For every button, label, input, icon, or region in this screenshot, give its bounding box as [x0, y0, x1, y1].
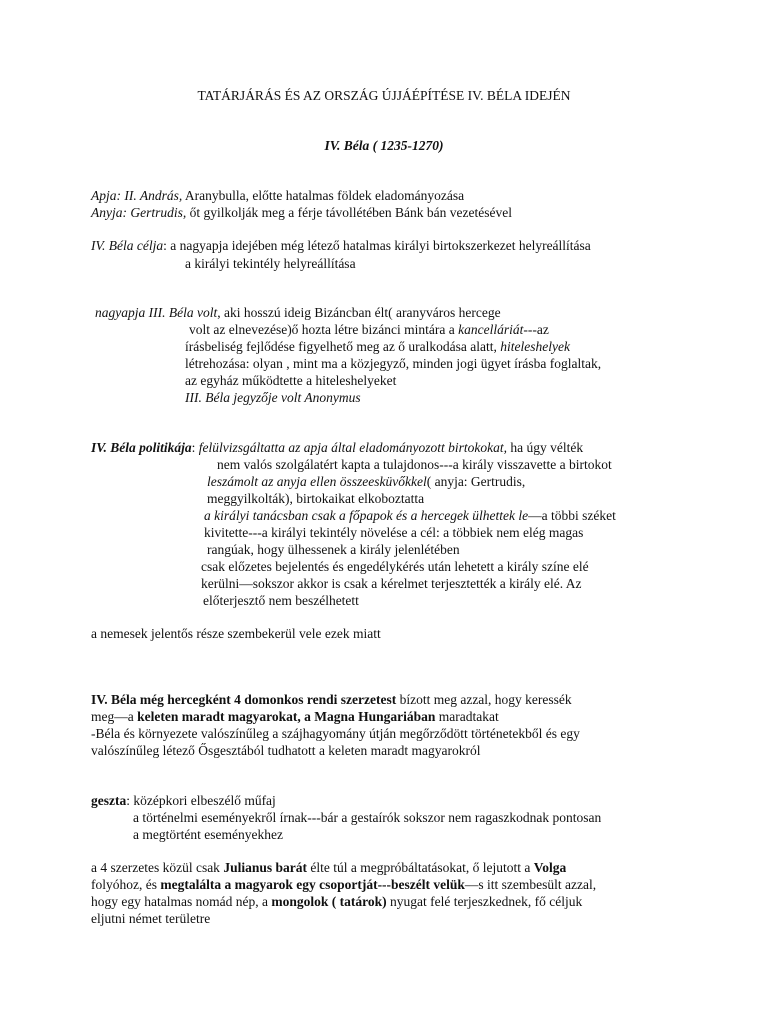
- geszta-line-2: a történelmi eseményekről írnak---bár a gestaírók sokszor nem ragaszkodnak pontosan: [133, 810, 602, 825]
- politics-line-1: [91, 440, 583, 456]
- dominicans-text-2-bold: keleten maradt magyarokat, a Magna Hungariában: [137, 709, 436, 724]
- julianus-text-3-rest: nyugat felé terjeszkednek, fő céljuk: [386, 894, 583, 909]
- julianus-text-1a: a 4 szerzetes közül csak: [91, 860, 224, 875]
- julianus-text-1b: élte túl a megpróbáltatásokat, ő lejutott a: [306, 860, 534, 875]
- document-title: TATÁRJÁRÁS ÉS AZ ORSZÁG ÚJJÁÉPÍTÉSE IV. BÉLA IDEJÉN: [197, 88, 571, 103]
- politics-label: IV. Béla politikája: [91, 440, 192, 455]
- julianus-text-3a: hogy egy hatalmas nomád nép, a: [91, 894, 272, 909]
- geszta-text-1: : középkori elbeszélő műfaj: [126, 793, 276, 808]
- politics-line-8: csak előzetes bejelentés és engedélykérés után lehetett a király színe elé: [201, 559, 589, 574]
- grandfather-text-2b: ---az: [523, 322, 549, 337]
- politics-line-4: meggyilkolták), birtokaikat elkoboztatta: [207, 491, 425, 506]
- mother-text: őt gyilkolják meg a férje távollétében Bánk bán vezetésével: [186, 205, 512, 220]
- julianus-line-3: [91, 894, 582, 910]
- julianus-line-1: [91, 860, 566, 876]
- politics-line-10: előterjesztő nem beszélhetett: [203, 593, 359, 608]
- politics-text-1-italic: felülvizsgáltatta az apja által eladományozott birtokokat,: [198, 440, 508, 455]
- dominicans-text-2-rest: maradtakat: [435, 709, 499, 724]
- grandfather-text-2a: volt az elnevezése)ő hozta létre bizánci mintára a: [189, 322, 459, 337]
- father-label: Apja: II. András,: [91, 188, 183, 203]
- father-text: Aranybulla, előtte hatalmas földek eladományozása: [182, 188, 465, 203]
- julianus-line-2: [91, 877, 596, 893]
- politics-text-5-rest: —a többi széket: [528, 508, 616, 523]
- julianus-line-4: eljutni német területre: [91, 911, 211, 926]
- grandfather-text-3a: írásbeliség fejlődése figyelhető meg az ő uralkodása alatt,: [185, 339, 501, 354]
- julianus-name: Julianus barát: [223, 860, 307, 875]
- grandfather-line-6: III. Béla jegyzője volt Anonymus: [185, 390, 361, 405]
- dominicans-line-4: valószínűleg létező Ősgesztából tudhatott a keleten maradt magyarokról: [91, 743, 481, 758]
- julianus-text-2a: folyóhoz, és: [91, 877, 161, 892]
- mongols-term: mongolok ( tatárok): [271, 894, 387, 909]
- dominicans-line-3: -Béla és környezete valószínűleg a szájhagyomány útján megőrződött történetekből és egy: [91, 726, 580, 741]
- politics-line-7: rangúak, hogy ülhessenek a király jelenlétében: [207, 542, 460, 557]
- politics-colon: :: [191, 440, 199, 455]
- politics-line-3: [207, 474, 525, 490]
- grandfather-text-1: , aki hosszú ideig Bizáncban élt( aranyváros hercege: [217, 305, 501, 320]
- grandfather-name: nagyapja III. Béla volt: [95, 305, 218, 320]
- politics-line-2: nem valós szolgálatért kapta a tulajdonos---a király visszavette a birtokot: [217, 457, 612, 472]
- grandfather-line-5: az egyház működtette a hiteleshelyeket: [185, 373, 397, 388]
- grandfather-line-3: [185, 339, 570, 355]
- politics-line-6: kivitette---a királyi tekintély növelése a cél: a többiek nem elég magas: [204, 525, 584, 540]
- politics-line-9: kerülni—sokszor akkor is csak a kérelmet terjesztették a király elé. Az: [201, 576, 582, 591]
- dominicans-line-1: [91, 692, 572, 708]
- politics-text-1-rest: ha úgy vélték: [507, 440, 584, 455]
- father-line: [91, 188, 464, 204]
- grandfather-line-1: [95, 305, 501, 321]
- goal-line-1: [91, 238, 591, 254]
- goal-text-1: : a nagyapja idejében még létező hatalmas királyi birtokszerkezet helyreállítása: [163, 238, 591, 253]
- nobles-line: a nemesek jelentős része szembekerül vele ezek miatt: [91, 626, 381, 641]
- volga-name: Volga: [533, 860, 567, 875]
- grandfather-line-4: létrehozása: olyan , mint ma a közjegyző, minden jogi ügyet írásba foglaltak,: [185, 356, 602, 371]
- grandfather-line-2: [189, 322, 549, 338]
- geszta-line-1: [91, 793, 276, 809]
- politics-text-3-italic: leszámolt az anyja ellen összeesküvőkkel: [207, 474, 427, 489]
- goal-label: IV. Béla célja: [91, 238, 164, 253]
- geszta-label: geszta: [91, 793, 127, 808]
- julianus-text-2-rest: —s itt szembesült azzal,: [464, 877, 597, 892]
- politics-text-5-italic: a királyi tanácsban csak a főpapok és a hercegek ülhettek le: [204, 508, 529, 523]
- goal-line-2: a királyi tekintély helyreállítása: [185, 256, 356, 271]
- kancellaria-term: kancelláriát: [458, 322, 524, 337]
- geszta-line-3: a megtörtént eseményekhez: [133, 827, 283, 842]
- document-subtitle: IV. Béla ( 1235-1270): [324, 138, 444, 153]
- dominicans-text-1-bold: IV. Béla még hercegként 4 domonkos rendi szerzetest: [91, 692, 397, 707]
- politics-text-3-rest: ( anyja: Gertrudis,: [426, 474, 526, 489]
- dominicans-text-2a: meg—a: [91, 709, 138, 724]
- mother-line: [91, 205, 512, 221]
- julianus-text-2-bold: megtalálta a magyarok egy csoportját---beszélt velük: [160, 877, 465, 892]
- politics-line-5: [204, 508, 616, 524]
- mother-label: Anyja: Gertrudis,: [91, 205, 187, 220]
- hiteleshelyek-term: hiteleshelyek: [500, 339, 570, 354]
- dominicans-line-2: [91, 709, 499, 725]
- dominicans-text-1-rest: bízott meg azzal, hogy keressék: [396, 692, 572, 707]
